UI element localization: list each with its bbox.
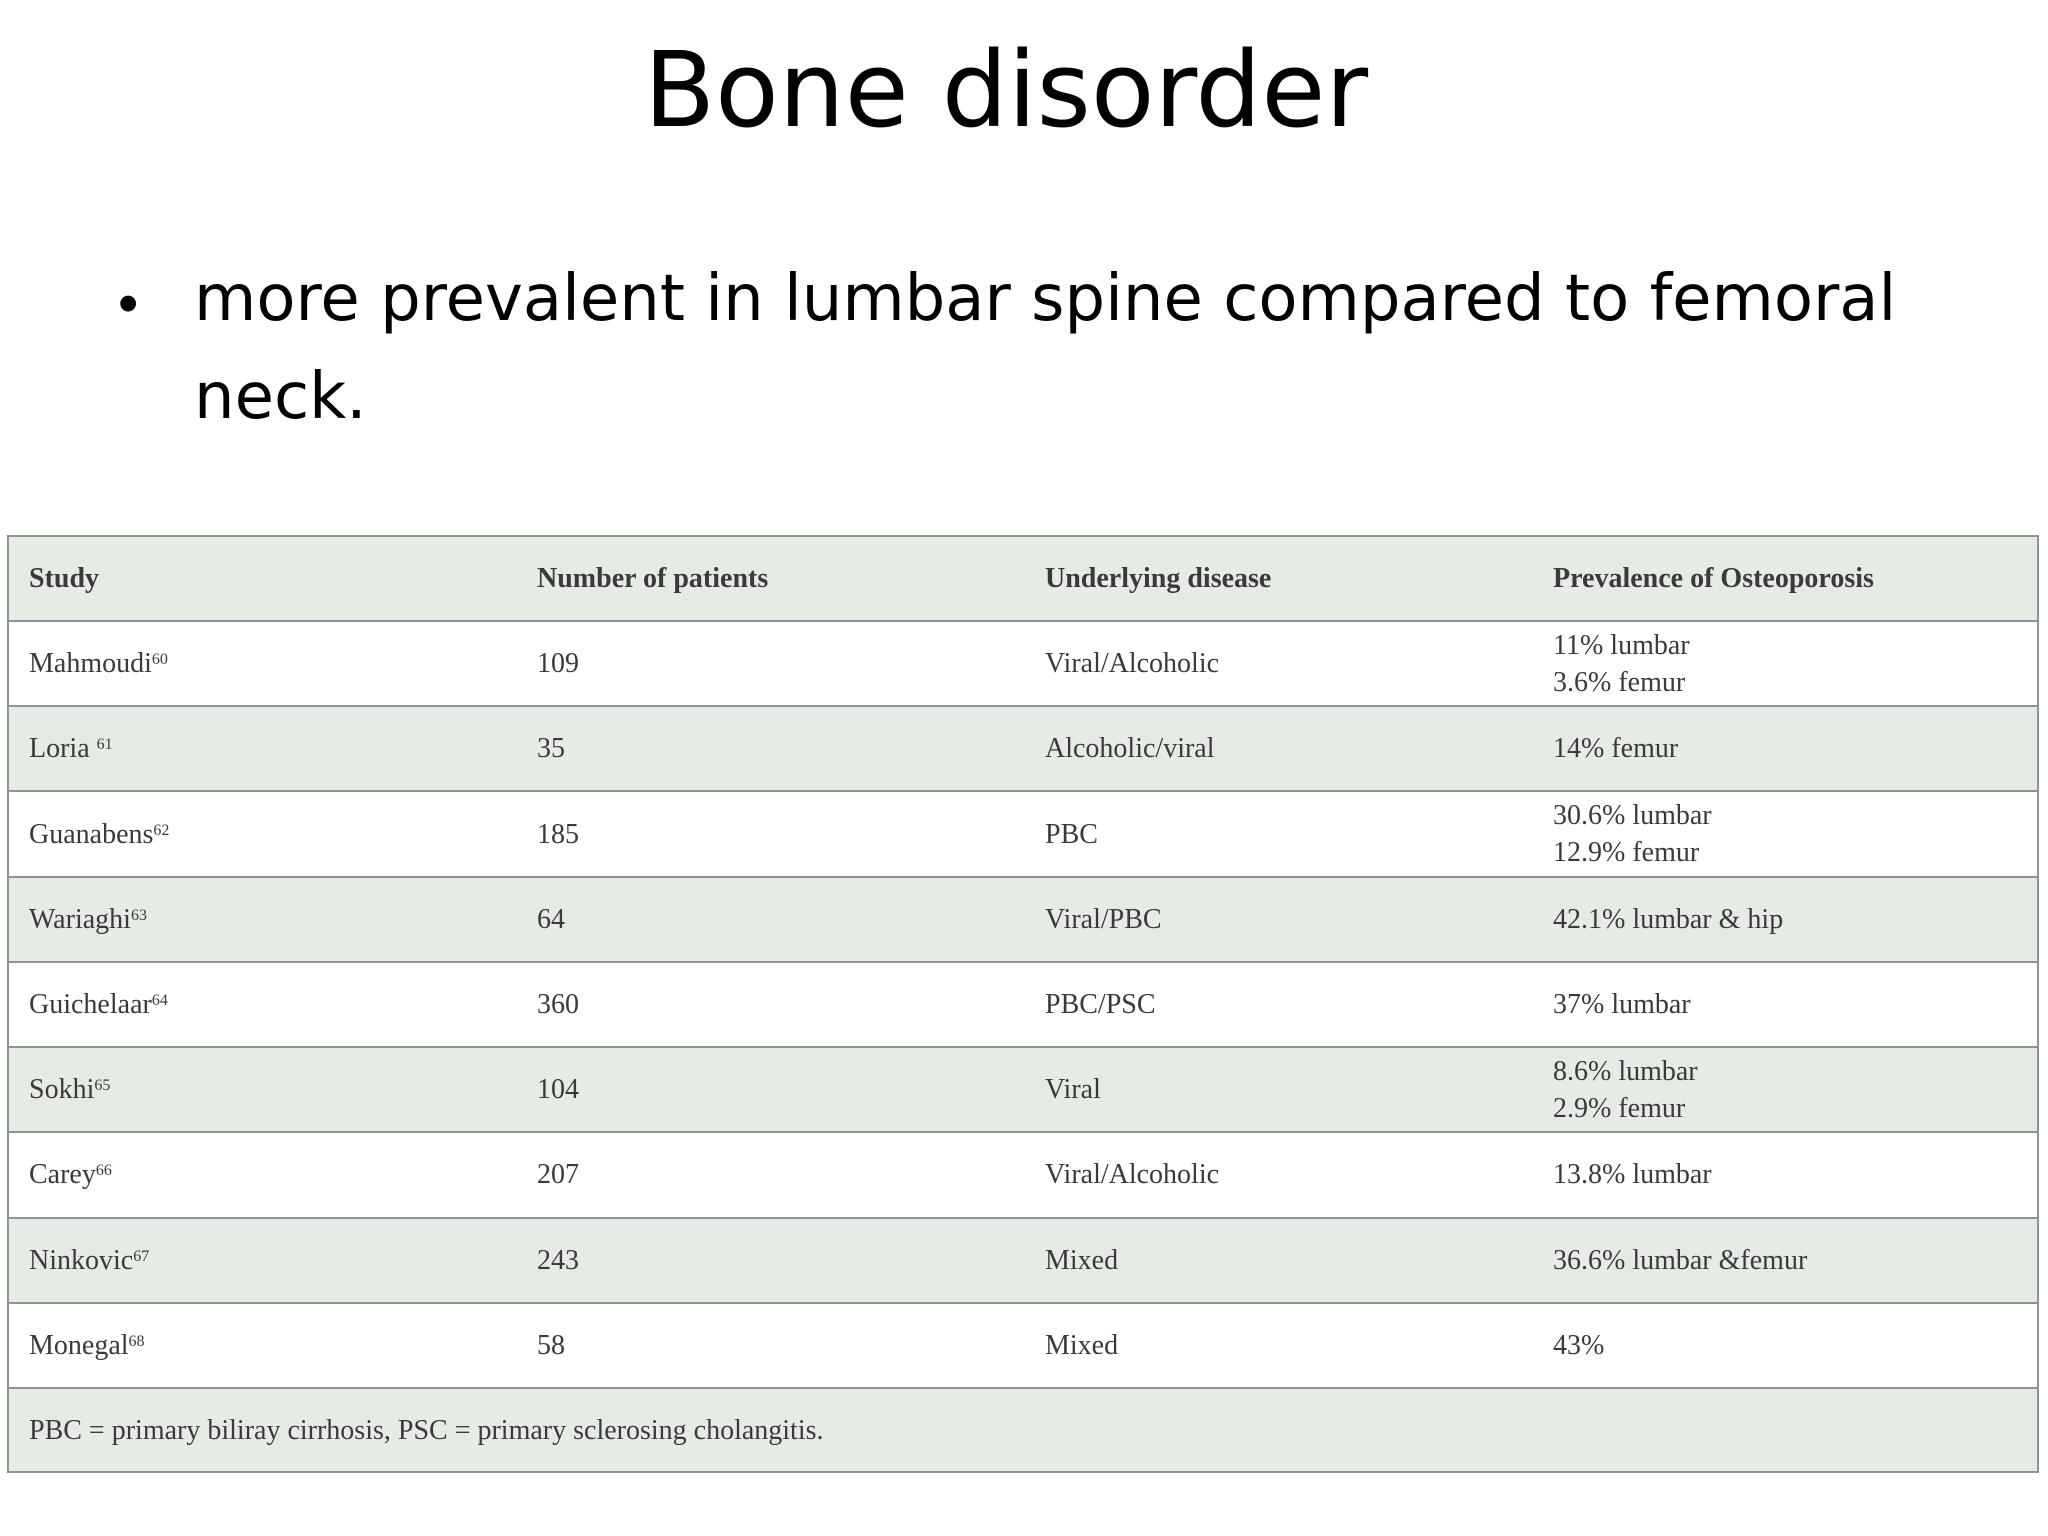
cell-prevalence: 30.6% lumbar 12.9% femur [1533,791,2037,876]
cell-disease: Alcoholic/viral [1025,706,1533,791]
bullet-text: more prevalent in lumbar spine compared to femoral neck. [194,262,1897,434]
cell-disease: Mixed [1025,1303,1533,1388]
cell-study: Mahmoudi$^{60}$ [9,621,517,706]
bullet-dot-icon: • [118,271,139,336]
cell-disease: Viral/Alcoholic [1025,621,1533,706]
table-row [9,877,2037,962]
cell-disease: PBC/PSC [1025,962,1533,1047]
cell-prevalence: 8.6% lumbar 2.9% femur [1533,1047,2037,1132]
table-row [9,621,2037,706]
cell-patients: 104 [517,1047,1025,1132]
cell-prevalence: 42.1% lumbar & hip [1533,877,2037,962]
cell-prevalence: 14% femur [1533,706,2037,791]
cell-patients: 58 [517,1303,1025,1388]
cell-disease: Mixed [1025,1218,1533,1303]
cell-study: Guanabens$^{62}$ [9,791,517,876]
cell-study: Loria $^{61}$ [9,706,517,791]
table-row [9,1303,2037,1388]
table-row [9,1047,2037,1132]
cell-patients: 243 [517,1218,1025,1303]
table-header-row [9,537,2037,621]
table-row [9,706,2037,791]
cell-patients: 185 [517,791,1025,876]
cell-patients: 207 [517,1132,1025,1217]
cell-prevalence: 11% lumbar 3.6% femur [1533,621,2037,706]
cell-prevalence: 13.8% lumbar [1533,1132,2037,1217]
cell-study: Carey$^{66}$ [9,1132,517,1217]
cell-prevalence: 43% [1533,1303,2037,1388]
slide-title: Bone disorder [643,29,1369,151]
cell-prevalence: 36.6% lumbar &femur [1533,1218,2037,1303]
cell-study: Ninkovic$^{67}$ [9,1218,517,1303]
cell-patients: 360 [517,962,1025,1047]
table-row [9,791,2037,876]
cell-disease: PBC [1025,791,1533,876]
header-disease: Underlying disease [1025,537,1533,621]
cell-study: Monegal$^{68}$ [9,1303,517,1388]
cell-study: Wariaghi$^{63}$ [9,877,517,962]
header-prevalence: Prevalence of Osteoporosis [1533,537,2037,621]
cell-disease: Viral [1025,1047,1533,1132]
table-row [9,962,2037,1047]
cell-patients: 64 [517,877,1025,962]
cell-disease: Viral/PBC [1025,877,1533,962]
table-footnote: PBC = primary biliray cirrhosis, PSC = primary sclerosing cholangitis. [9,1388,2037,1471]
cell-prevalence: 37% lumbar [1533,962,2037,1047]
header-study: Study [9,537,517,621]
table-row [9,1218,2037,1303]
cell-disease: Viral/Alcoholic [1025,1132,1533,1217]
header-patients: Number of patients [517,537,1025,621]
cell-study: Sokhi$^{65}$ [9,1047,517,1132]
cell-study: Guichelaar$^{64}$ [9,962,517,1047]
table-row [9,1132,2037,1217]
study-table [9,537,2037,1471]
osteoporosis-table [7,535,2039,1473]
cell-patients: 35 [517,706,1025,791]
cell-patients: 109 [517,621,1025,706]
table-footnote-row [9,1388,2037,1471]
